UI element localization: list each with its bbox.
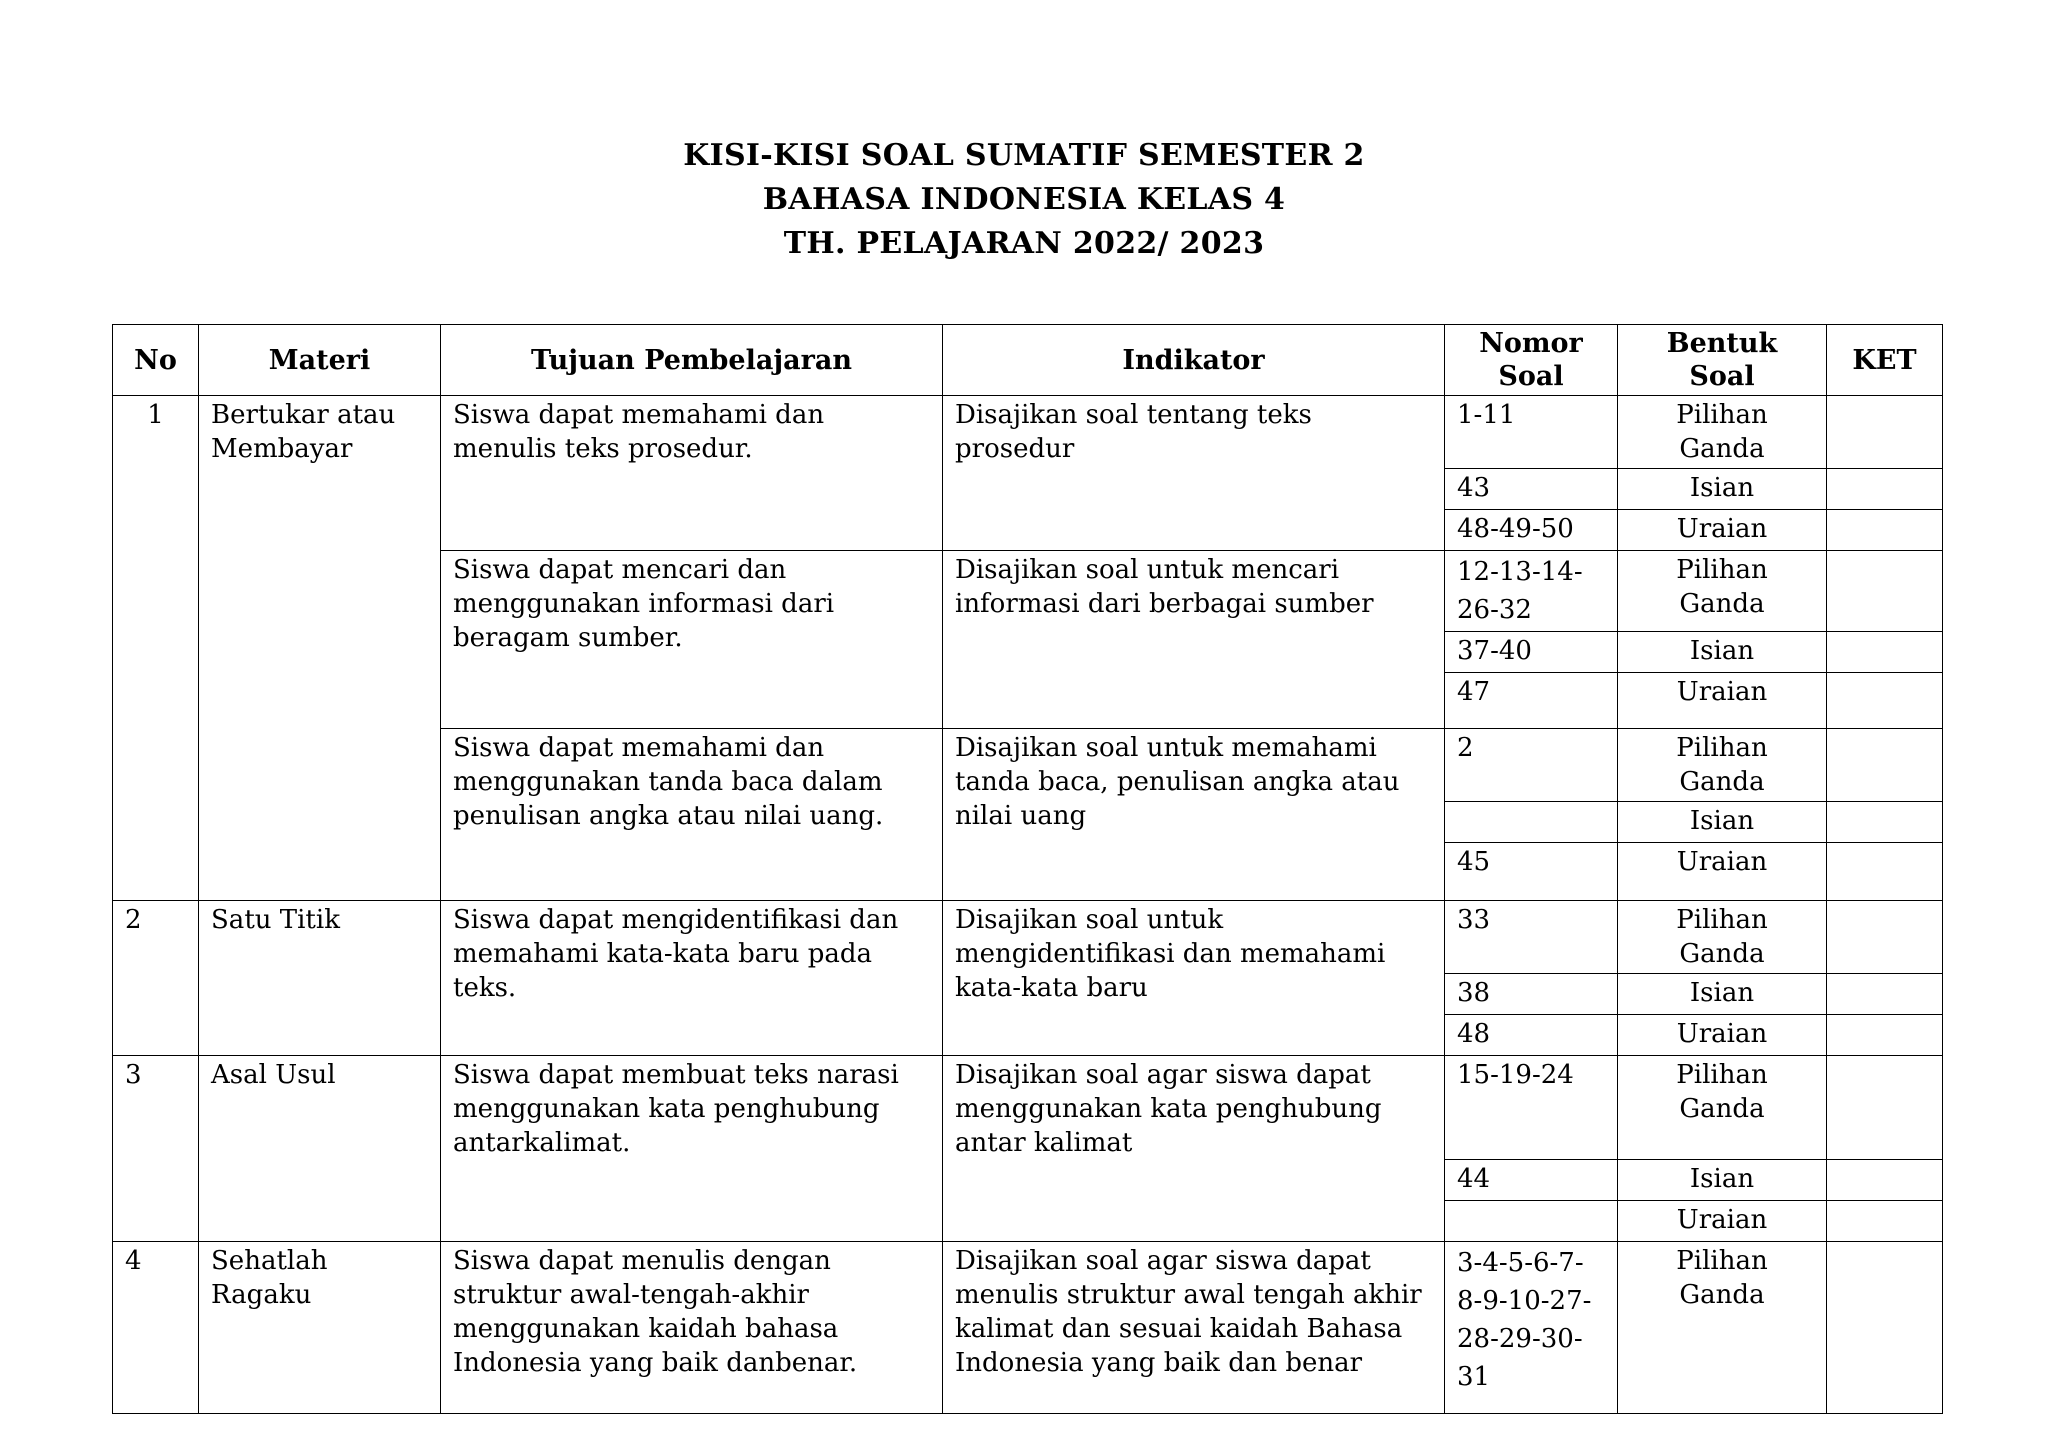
cell-nomor-soal <box>1445 802 1618 843</box>
cell-bentuk-soal: Isian <box>1618 802 1827 843</box>
cell-indikator: Disajikan soal agar siswa dapat menulis struktur awal tengah akhir kalimat dan sesuai kaidah Bahasa Indonesia yang baik dan benar <box>943 1242 1445 1414</box>
cell-bentuk-soal: Uraian <box>1618 843 1827 901</box>
header-bentuk-soal-line-1: Bentuk <box>1666 328 1778 359</box>
header-no: No <box>113 325 199 396</box>
header-nomor-soal-line-1: Nomor <box>1479 328 1583 359</box>
cell-bentuk-soal: Uraian <box>1618 510 1827 551</box>
cell-ket <box>1827 901 1943 974</box>
title-line-1: KISI-KISI SOAL SUMATIF SEMESTER 2 <box>683 138 1365 173</box>
cell-ket <box>1827 802 1943 843</box>
cell-ket <box>1827 1242 1943 1414</box>
cell-tujuan: Siswa dapat menulis dengan struktur awal-tengah-akhir menggunakan kaidah bahasa Indonesia yang baik danbenar. <box>441 1242 943 1414</box>
cell-bentuk-soal: Pilihan Ganda <box>1618 551 1827 632</box>
cell-bentuk-soal: Isian <box>1618 1160 1827 1201</box>
cell-ket <box>1827 1201 1943 1242</box>
cell-nomor-soal: 3-4-5-6-7-8-9-10-27-28-29-30-31 <box>1445 1242 1618 1414</box>
cell-tujuan: Siswa dapat memahami dan menggunakan tanda baca dalam penulisan angka atau nilai uang. <box>441 729 943 901</box>
cell-bentuk-soal: Pilihan Ganda <box>1618 901 1827 974</box>
cell-nomor-soal: 45 <box>1445 843 1618 901</box>
header-materi: Materi <box>199 325 441 396</box>
cell-nomor-soal: 12-13-14-26-32 <box>1445 551 1618 632</box>
header-indikator: Indikator <box>943 325 1445 396</box>
cell-ket <box>1827 729 1943 802</box>
cell-ket <box>1827 510 1943 551</box>
cell-nomor-soal: 44 <box>1445 1160 1618 1201</box>
cell-no: 2 <box>113 901 199 1056</box>
cell-nomor-soal: 48 <box>1445 1015 1618 1056</box>
cell-bentuk-soal: Isian <box>1618 974 1827 1015</box>
cell-ket <box>1827 1160 1943 1201</box>
cell-ket <box>1827 396 1943 469</box>
cell-nomor-soal: 47 <box>1445 673 1618 729</box>
cell-bentuk-soal: Pilihan Ganda <box>1618 1056 1827 1160</box>
cell-bentuk-soal: Isian <box>1618 469 1827 510</box>
cell-nomor-soal: 48-49-50 <box>1445 510 1618 551</box>
cell-nomor-soal: 37-40 <box>1445 632 1618 673</box>
table-row <box>113 1056 1943 1160</box>
header-nomor-soal-line-2: Soal <box>1498 361 1564 392</box>
cell-bentuk-soal: Uraian <box>1618 1015 1827 1056</box>
cell-tujuan: Siswa dapat mencari dan menggunakan informasi dari beragam sumber. <box>441 551 943 729</box>
cell-bentuk-soal: Isian <box>1618 632 1827 673</box>
cell-ket <box>1827 551 1943 632</box>
table-row <box>113 396 1943 469</box>
cell-ket <box>1827 843 1943 901</box>
cell-bentuk-soal: Pilihan Ganda <box>1618 396 1827 469</box>
cell-indikator: Disajikan soal untuk mengidentifikasi dan memahami kata-kata baru <box>943 901 1445 1056</box>
cell-no: 1 <box>113 396 199 901</box>
cell-tujuan: Siswa dapat mengidentifikasi dan memahami kata-kata baru pada teks. <box>441 901 943 1056</box>
header-nomor-soal <box>1445 325 1618 396</box>
table-row <box>113 1242 1943 1414</box>
cell-ket <box>1827 632 1943 673</box>
title-line-2: BAHASA INDONESIA KELAS 4 <box>762 182 1286 217</box>
cell-nomor-soal: 33 <box>1445 901 1618 974</box>
cell-materi: Bertukar atau Membayar <box>199 396 441 901</box>
cell-ket <box>1827 1015 1943 1056</box>
cell-ket <box>1827 673 1943 729</box>
cell-tujuan: Siswa dapat memahami dan menulis teks prosedur. <box>441 396 943 551</box>
table-header-row <box>113 325 1943 396</box>
cell-materi: Sehatlah Ragaku <box>199 1242 441 1414</box>
cell-nomor-soal: 38 <box>1445 974 1618 1015</box>
cell-nomor-soal: 1-11 <box>1445 396 1618 469</box>
cell-materi: Asal Usul <box>199 1056 441 1242</box>
cell-no: 3 <box>113 1056 199 1242</box>
cell-no: 4 <box>113 1242 199 1414</box>
table-row <box>113 901 1943 974</box>
cell-ket <box>1827 974 1943 1015</box>
cell-tujuan: Siswa dapat membuat teks narasi menggunakan kata penghubung antarkalimat. <box>441 1056 943 1242</box>
cell-bentuk-soal: Pilihan Ganda <box>1618 729 1827 802</box>
cell-materi: Satu Titik <box>199 901 441 1056</box>
title-line-3: TH. PELAJARAN 2022/ 2023 <box>783 226 1265 261</box>
kisi-kisi-table <box>112 324 1943 1414</box>
cell-nomor-soal: 43 <box>1445 469 1618 510</box>
cell-bentuk-soal: Uraian <box>1618 673 1827 729</box>
header-bentuk-soal-line-2: Soal <box>1689 361 1755 392</box>
cell-indikator: Disajikan soal untuk memahami tanda baca, penulisan angka atau nilai uang <box>943 729 1445 901</box>
cell-ket <box>1827 1056 1943 1160</box>
header-bentuk-soal <box>1618 325 1827 396</box>
header-ket: KET <box>1827 325 1943 396</box>
header-tujuan-pembelajaran: Tujuan Pembelajaran <box>441 325 943 396</box>
cell-ket <box>1827 469 1943 510</box>
document-title <box>0 134 2048 266</box>
cell-indikator: Disajikan soal agar siswa dapat menggunakan kata penghubung antar kalimat <box>943 1056 1445 1242</box>
cell-nomor-soal: 15-19-24 <box>1445 1056 1618 1160</box>
cell-bentuk-soal: Uraian <box>1618 1201 1827 1242</box>
cell-nomor-soal <box>1445 1201 1618 1242</box>
cell-bentuk-soal: Pilihan Ganda <box>1618 1242 1827 1414</box>
cell-indikator: Disajikan soal tentang teks prosedur <box>943 396 1445 551</box>
cell-nomor-soal: 2 <box>1445 729 1618 802</box>
cell-indikator: Disajikan soal untuk mencari informasi dari berbagai sumber <box>943 551 1445 729</box>
